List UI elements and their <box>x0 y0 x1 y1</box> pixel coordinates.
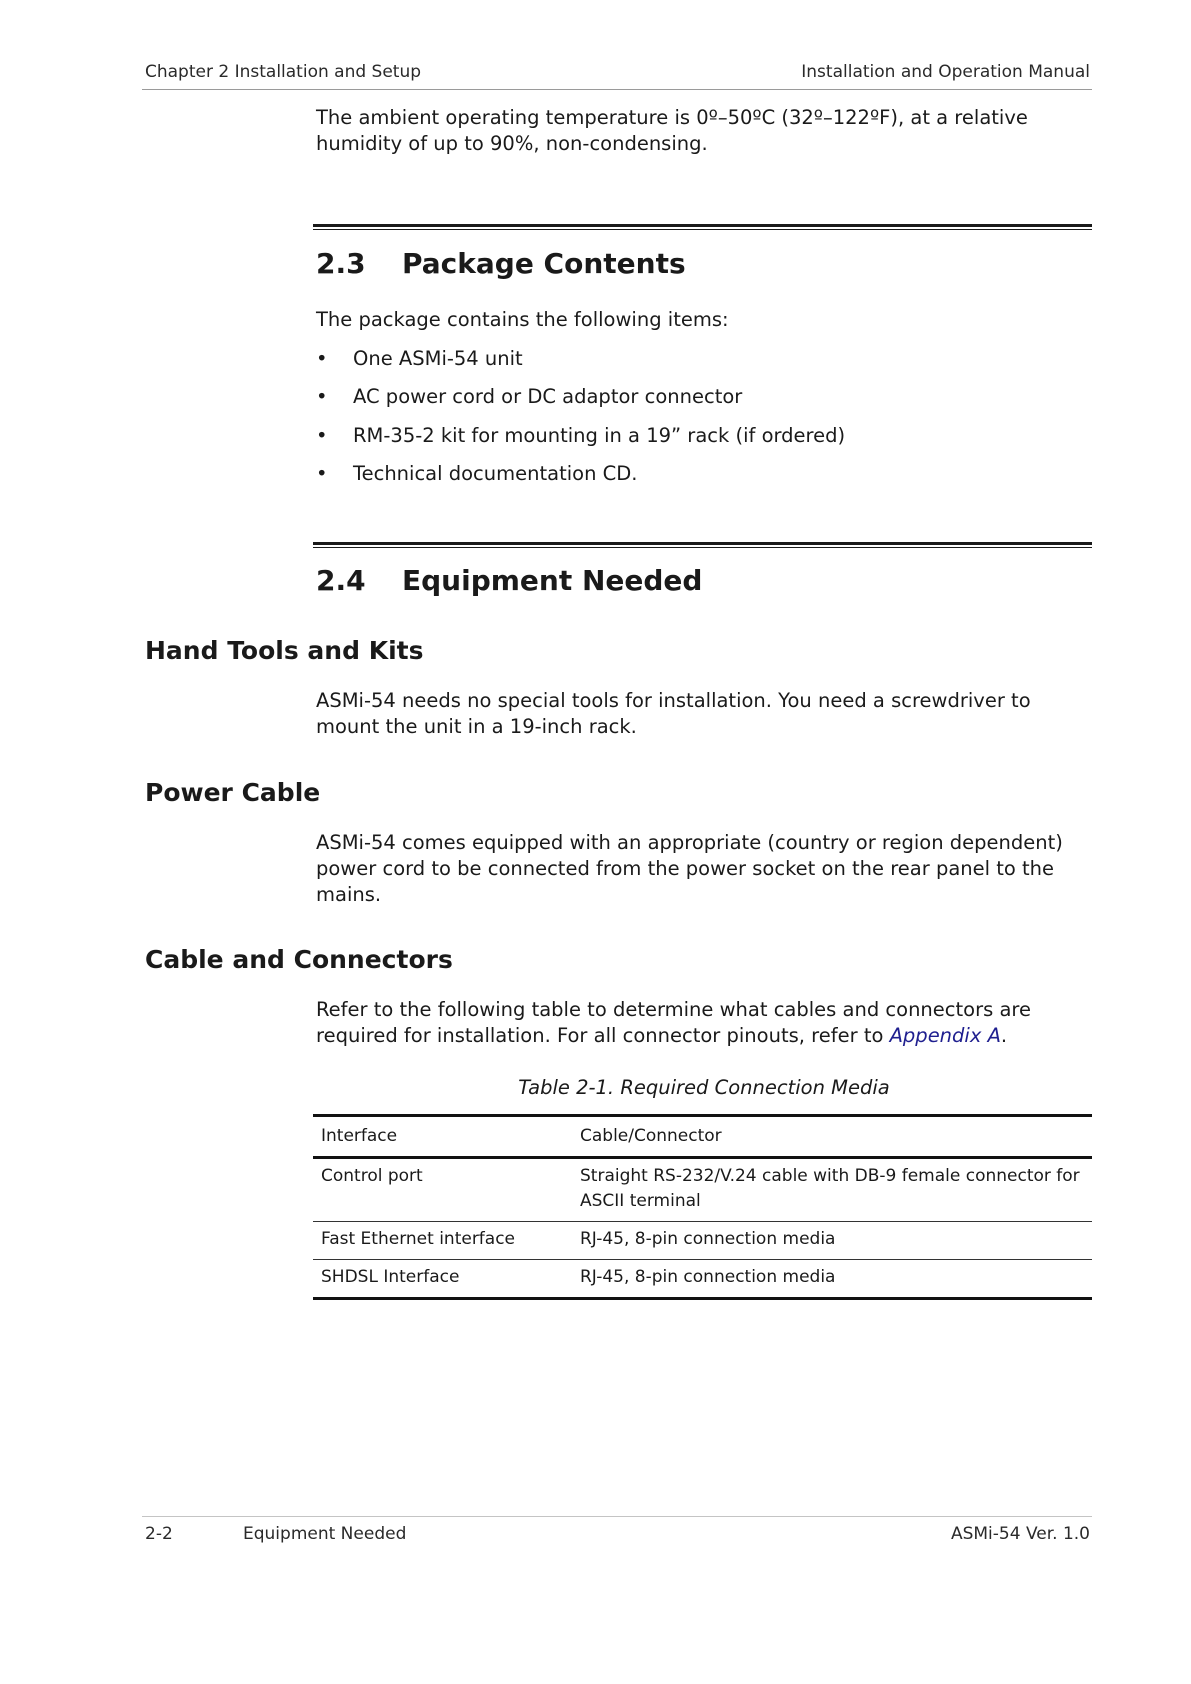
running-header <box>145 62 1090 82</box>
section-divider <box>313 224 1092 230</box>
subsection-heading-power-cable: Power Cable <box>145 778 321 807</box>
list-item <box>316 461 845 499</box>
section-divider <box>313 542 1092 548</box>
footer-section: Equipment Needed <box>243 1524 407 1544</box>
table-row <box>313 1158 1092 1222</box>
list-item-text: Technical documentation CD. <box>353 461 638 485</box>
table-row <box>313 1222 1092 1260</box>
bullet-icon: • <box>316 423 328 447</box>
footer-page-number: 2-2 <box>145 1524 173 1544</box>
bullet-icon: • <box>316 347 328 370</box>
header-manual-title: Installation and Operation Manual <box>801 62 1090 82</box>
header-divider <box>142 89 1092 90</box>
hand-tools-paragraph: ASMi-54 needs no special tools for installation. You need a screwdriver to mount the unit in a 19-inch rack. <box>316 689 1031 738</box>
package-list <box>316 346 845 499</box>
bullet-icon: • <box>316 461 328 485</box>
cables-text: Refer to the following table to determine what cables and connectors are required for installation. For all connector pinouts, refer to <box>316 998 1031 1047</box>
table-cell: Fast Ethernet interface <box>321 1229 516 1249</box>
list-item-text: AC power cord or DC adaptor connector <box>353 385 743 409</box>
section-title: Equipment Needed <box>402 564 703 597</box>
table-row <box>313 1260 1092 1299</box>
section-heading <box>316 564 702 597</box>
subsection-heading-hand-tools: Hand Tools and Kits <box>145 636 424 665</box>
cables-paragraph <box>316 997 1086 1049</box>
list-item-text: RM-35-2 kit for mounting in a 19” rack (if ordered) <box>353 423 846 447</box>
table-cell: SHDSL Interface <box>321 1267 460 1287</box>
table-cell: Control port <box>321 1166 423 1186</box>
list-item <box>316 346 845 384</box>
appendix-a-link[interactable]: Appendix A <box>889 1024 1001 1047</box>
column-header-interface: Interface <box>321 1126 398 1146</box>
header-chapter: Chapter 2 Installation and Setup <box>145 62 422 82</box>
list-item <box>316 384 845 422</box>
package-lead-text: The package contains the following items: <box>316 308 729 331</box>
subsection-heading-cables: Cable and Connectors <box>145 945 453 974</box>
table-cell: Straight RS-232/V.24 cable with DB-9 female connector for ASCII terminal <box>580 1166 1080 1211</box>
footer-divider <box>142 1516 1092 1517</box>
section-title: Package Contents <box>402 247 686 280</box>
section-number: 2.4 <box>316 564 366 597</box>
cables-text-end: . <box>1000 1024 1008 1047</box>
footer-product: ASMi-54 Ver. 1.0 <box>950 1524 1090 1544</box>
list-item-text: One ASMi-54 unit <box>353 347 523 370</box>
table-cell: RJ-45, 8-pin connection media <box>580 1267 836 1287</box>
section-heading <box>316 247 686 280</box>
power-cable-paragraph: ASMi-54 comes equipped with an appropriate (country or region dependent) power cord to be connected from the power socket on the rear panel to the mains. <box>316 831 1063 906</box>
table-header-row <box>313 1116 1092 1158</box>
column-header-cable-connector: Cable/Connector <box>580 1126 722 1146</box>
list-item <box>316 423 845 461</box>
connection-media-table <box>313 1114 1092 1300</box>
table-caption: Table 2-1. Required Connection Media <box>518 1076 890 1099</box>
intro-paragraph: The ambient operating temperature is 0º–50ºC (32º–122ºF), at a relative humidity of up to 90%, non-condensing. <box>316 106 1028 155</box>
section-number: 2.3 <box>316 247 366 280</box>
bullet-icon: • <box>316 385 328 409</box>
table-cell: RJ-45, 8-pin connection media <box>580 1229 836 1249</box>
